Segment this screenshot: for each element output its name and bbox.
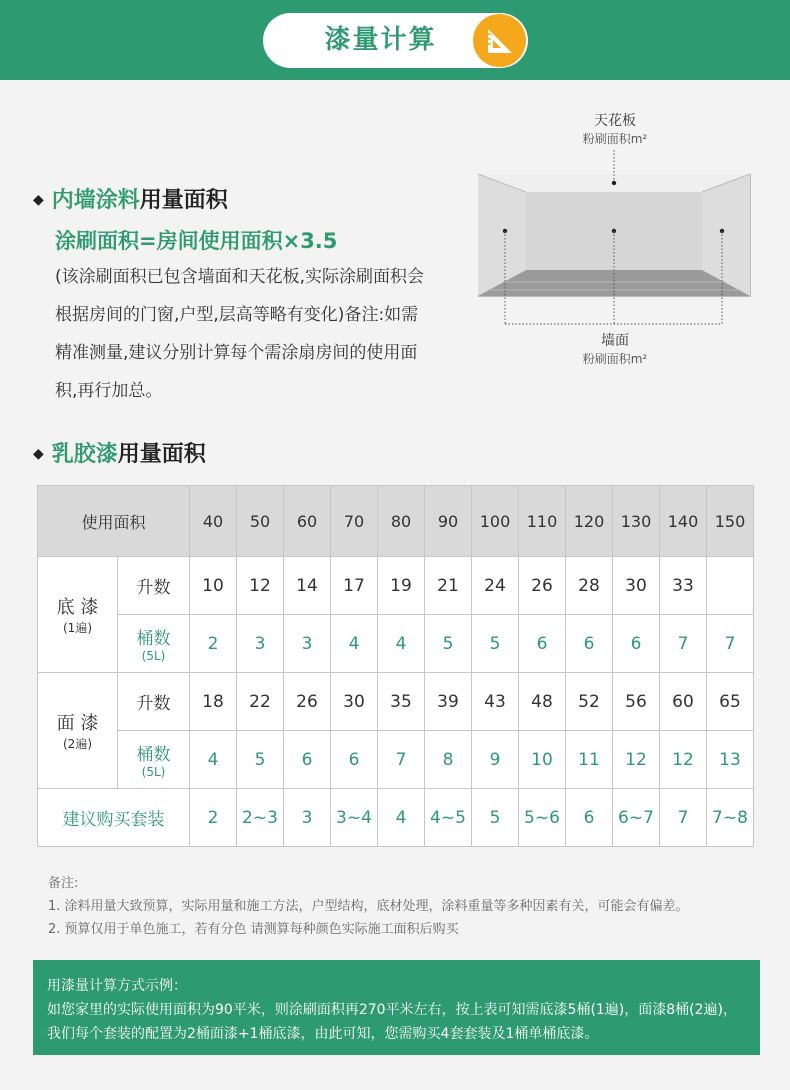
suggest-cell: 6~7 [613, 789, 660, 847]
primer-liters-cell: 17 [331, 557, 378, 615]
topcoat-liters-cell: 60 [660, 673, 707, 731]
primer-buckets-cell: 7 [707, 615, 754, 673]
diamond-bullet-icon: ◆ [33, 192, 44, 208]
primer-liters-cell: 10 [190, 557, 237, 615]
topcoat-buckets-cell: 6 [284, 731, 331, 789]
example-title: 用漆量计算方式示例： [47, 978, 187, 994]
suggest-cell: 4~5 [425, 789, 472, 847]
primer-liters-cell: 30 [613, 557, 660, 615]
primer-liters-cell: 12 [237, 557, 284, 615]
area-cell: 70 [331, 486, 378, 557]
section-title-black: 用量面积 [117, 442, 206, 467]
area-cell: 120 [566, 486, 613, 557]
title-pill [263, 13, 528, 68]
topcoat-liters-row [38, 673, 754, 731]
primer-buckets-cell: 5 [425, 615, 472, 673]
suggest-row [38, 789, 754, 847]
topcoat-buckets-label [118, 731, 190, 789]
suggest-cell: 3 [284, 789, 331, 847]
set-square-ruler-icon [473, 14, 526, 67]
ceiling-sub-text: 粉刷面积m² [582, 132, 648, 146]
example-line-2: 我们每个套装的配置为2桶面漆+1桶底漆，由此可知，您需购买4套套装及1桶单桶底漆。 [47, 1026, 599, 1042]
notes-line-1: 1. 涂料用量大致预算，实际用量和施工方法，户型结构，底材处理，涂料重量等多种因素有关，可能会有偏差。 [48, 899, 689, 914]
primer-liters-cell: 33 [660, 557, 707, 615]
primer-liters-row [38, 557, 754, 615]
topcoat-buckets-cell: 11 [566, 731, 613, 789]
area-cell: 50 [237, 486, 284, 557]
suggest-cell: 2~3 [237, 789, 284, 847]
primer-liters-cell: 28 [566, 557, 613, 615]
area-cell: 150 [707, 486, 754, 557]
primer-liters-cell: 19 [378, 557, 425, 615]
topcoat-liters-cell: 48 [519, 673, 566, 731]
example-box [33, 960, 760, 1055]
topcoat-liters-cell: 30 [331, 673, 378, 731]
area-cell: 40 [190, 486, 237, 557]
topcoat-liters-cell: 65 [707, 673, 754, 731]
primer-buckets-cell: 3 [237, 615, 284, 673]
topcoat-buckets-cell: 7 [378, 731, 425, 789]
primer-liters-cell: 21 [425, 557, 472, 615]
primer-liters-cell: 24 [472, 557, 519, 615]
ceiling-label [565, 110, 665, 147]
example-line-1: 如您家里的实际使用面积为90平米，则涂刷面积再270平米左右，按上表可知需底漆5桶(1遍)，面漆8桶(2遍)， [47, 1002, 738, 1018]
topcoat-label [38, 673, 118, 789]
primer-buckets-cell: 5 [472, 615, 519, 673]
topcoat-buckets-cell: 9 [472, 731, 519, 789]
primer-buckets-cell: 4 [378, 615, 425, 673]
topcoat-liters-cell: 52 [566, 673, 613, 731]
topcoat-buckets-cell: 4 [190, 731, 237, 789]
area-cell: 60 [284, 486, 331, 557]
primer-buckets-row [38, 615, 754, 673]
topcoat-buckets-cell: 6 [331, 731, 378, 789]
suggest-cell: 7 [660, 789, 707, 847]
wall-label-text: 墙面 [601, 333, 629, 349]
primer-buckets-label [118, 615, 190, 673]
topcoat-buckets-cell: 13 [707, 731, 754, 789]
topcoat-label-text: 面 漆 [56, 713, 99, 734]
topcoat-liters-cell: 22 [237, 673, 284, 731]
area-cell: 80 [378, 486, 425, 557]
primer-buckets-cell: 6 [566, 615, 613, 673]
area-cell: 110 [519, 486, 566, 557]
topcoat-liters-cell: 18 [190, 673, 237, 731]
suggest-cell: 3~4 [331, 789, 378, 847]
primer-buckets-label-text: 桶数 [136, 629, 171, 649]
primer-label [38, 557, 118, 673]
topcoat-buckets-cell: 10 [519, 731, 566, 789]
primer-buckets-cell: 2 [190, 615, 237, 673]
topcoat-buckets-cell: 12 [613, 731, 660, 789]
area-header-label: 使用面积 [38, 486, 190, 557]
topcoat-buckets-sub: (5L) [141, 765, 166, 779]
header-row [38, 486, 754, 557]
suggest-cell: 5~6 [519, 789, 566, 847]
notes [48, 872, 689, 941]
primer-buckets-cell: 4 [331, 615, 378, 673]
area-cell: 140 [660, 486, 707, 557]
suggest-label: 建议购买套装 [38, 789, 190, 847]
primer-liters-label: 升数 [118, 557, 190, 615]
section-heading-interior [33, 183, 228, 214]
page-title: 漆量计算 [324, 25, 437, 55]
paint-usage-table [37, 485, 754, 847]
description-text: (该涂刷面积已包含墙面和天花板,实际涂刷面积会根据房间的门窗,户型,层高等略有变化)备注:如需精准测量,建议分别计算每个需涂扇房间的使用面积,再行加总。 [55, 267, 425, 401]
topcoat-liters-cell: 35 [378, 673, 425, 731]
primer-liters-cell [707, 557, 754, 615]
notes-line-2: 2. 预算仅用于单色施工，若有分色 请测算每种颜色实际施工面积后购买 [48, 922, 459, 937]
suggest-cell: 5 [472, 789, 519, 847]
suggest-cell: 6 [566, 789, 613, 847]
wall-label [565, 330, 665, 367]
topcoat-liters-cell: 56 [613, 673, 660, 731]
area-cell: 130 [613, 486, 660, 557]
ceiling-label-text: 天花板 [594, 113, 636, 129]
room-diagram [478, 150, 753, 330]
suggest-cell: 2 [190, 789, 237, 847]
primer-buckets-cell: 3 [284, 615, 331, 673]
topcoat-label-sub: (2遍) [63, 737, 92, 751]
section-heading-latex [33, 437, 206, 468]
formula-text: 涂刷面积=房间使用面积×3.5 [55, 229, 338, 253]
primer-label-sub: (1遍) [63, 621, 92, 635]
topcoat-buckets-cell: 8 [425, 731, 472, 789]
topcoat-liters-label: 升数 [118, 673, 190, 731]
topcoat-liters-cell: 26 [284, 673, 331, 731]
topcoat-buckets-label-text: 桶数 [136, 745, 171, 765]
topcoat-buckets-cell: 12 [660, 731, 707, 789]
topcoat-buckets-cell: 5 [237, 731, 284, 789]
primer-label-text: 底 漆 [56, 597, 99, 618]
wall-sub-text: 粉刷面积m² [582, 352, 648, 366]
primer-buckets-sub: (5L) [141, 649, 166, 663]
section-title-green: 内墙涂料 [51, 188, 140, 213]
primer-buckets-cell: 7 [660, 615, 707, 673]
topcoat-liters-cell: 43 [472, 673, 519, 731]
suggest-cell: 4 [378, 789, 425, 847]
area-cell: 90 [425, 486, 472, 557]
area-cell: 100 [472, 486, 519, 557]
notes-title: 备注: [48, 876, 79, 891]
topcoat-liters-cell: 39 [425, 673, 472, 731]
diamond-bullet-icon: ◆ [33, 446, 44, 462]
section-title-green: 乳胶漆 [51, 442, 118, 467]
section-title-black: 用量面积 [139, 188, 228, 213]
header-bar [0, 0, 790, 80]
primer-buckets-cell: 6 [613, 615, 660, 673]
primer-buckets-cell: 6 [519, 615, 566, 673]
primer-liters-cell: 14 [284, 557, 331, 615]
primer-liters-cell: 26 [519, 557, 566, 615]
suggest-cell: 7~8 [707, 789, 754, 847]
topcoat-buckets-row [38, 731, 754, 789]
